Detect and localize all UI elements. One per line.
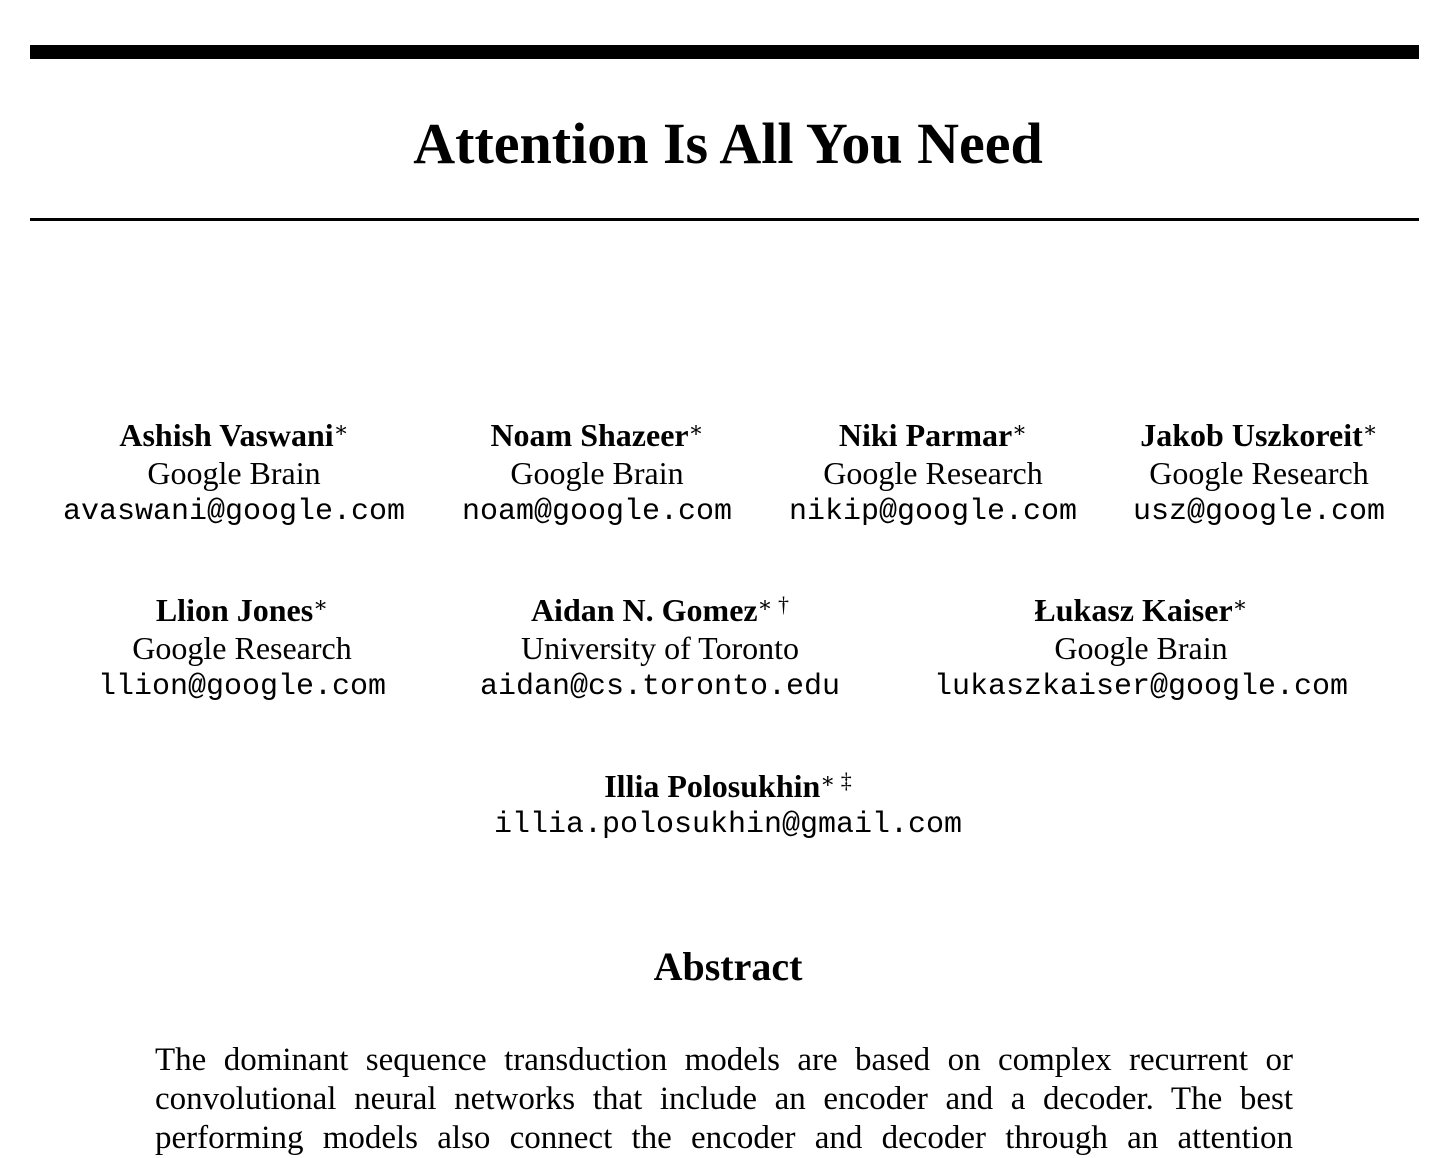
abstract-text (155, 1041, 1293, 1158)
author-affiliation: Google Brain (147, 455, 321, 491)
author-affiliation: University of Toronto (520, 630, 800, 666)
author-footnote-mark: ∗ (313, 592, 329, 617)
author-name: Aidan N. Gomez∗ † (530, 592, 790, 628)
author-block (437, 416, 757, 532)
author-affiliation: Google Research (132, 630, 352, 666)
author-email: lukaszkaiser@google.com (933, 670, 1349, 704)
abstract-heading: Abstract (653, 944, 803, 989)
author-affiliation: Google Brain (510, 455, 684, 491)
author-affiliation: Google Research (823, 455, 1043, 491)
author-affiliation: Google Brain (1054, 630, 1228, 666)
author-name: Llion Jones∗ (155, 592, 329, 628)
author-block (54, 416, 414, 532)
author-footnote-mark: ∗ † (757, 592, 790, 617)
author-name: Noam Shazeer∗ (490, 417, 704, 453)
author-name: Illia Polosukhin∗ ‡ (604, 768, 852, 804)
author-block (778, 416, 1088, 532)
author-email: illia.polosukhin@gmail.com (493, 808, 963, 842)
abstract-line: performing models also connect the encoder and decoder through an attention (155, 1120, 1293, 1156)
abstract-line: convolutional neural networks that include an encoder and a decoder. The best (155, 1081, 1293, 1117)
top-rule (30, 45, 1419, 59)
author-email: nikip@google.com (788, 495, 1078, 529)
author-block (82, 591, 402, 707)
author-email: usz@google.com (1132, 495, 1386, 529)
author-footnote-mark: ∗ (333, 417, 349, 442)
author-name: Jakob Uszkoreit∗ (1140, 417, 1378, 453)
author-name: Niki Parmar∗ (838, 417, 1028, 453)
author-email: avaswani@google.com (62, 495, 406, 529)
author-footnote-mark: ∗ (1012, 417, 1028, 442)
author-block (455, 591, 865, 707)
author-block (915, 591, 1367, 707)
author-footnote-mark: ∗ (1232, 592, 1248, 617)
author-block (428, 767, 1028, 845)
author-name: Ashish Vaswani∗ (119, 417, 349, 453)
author-name: Łukasz Kaiser∗ (1034, 592, 1248, 628)
author-email: aidan@cs.toronto.edu (479, 670, 841, 704)
abstract-line: The dominant sequence transduction models are based on complex recurrent or (155, 1042, 1293, 1078)
author-footnote-mark: ∗ ‡ (820, 768, 852, 793)
author-email: noam@google.com (461, 495, 733, 529)
title-rule (30, 218, 1419, 221)
author-footnote-mark: ∗ (1362, 417, 1378, 442)
author-affiliation: Google Research (1149, 455, 1369, 491)
author-block (1118, 416, 1400, 532)
author-email: llion@google.com (97, 670, 387, 704)
author-footnote-mark: ∗ (688, 417, 704, 442)
paper-title: Attention Is All You Need (413, 111, 1043, 176)
